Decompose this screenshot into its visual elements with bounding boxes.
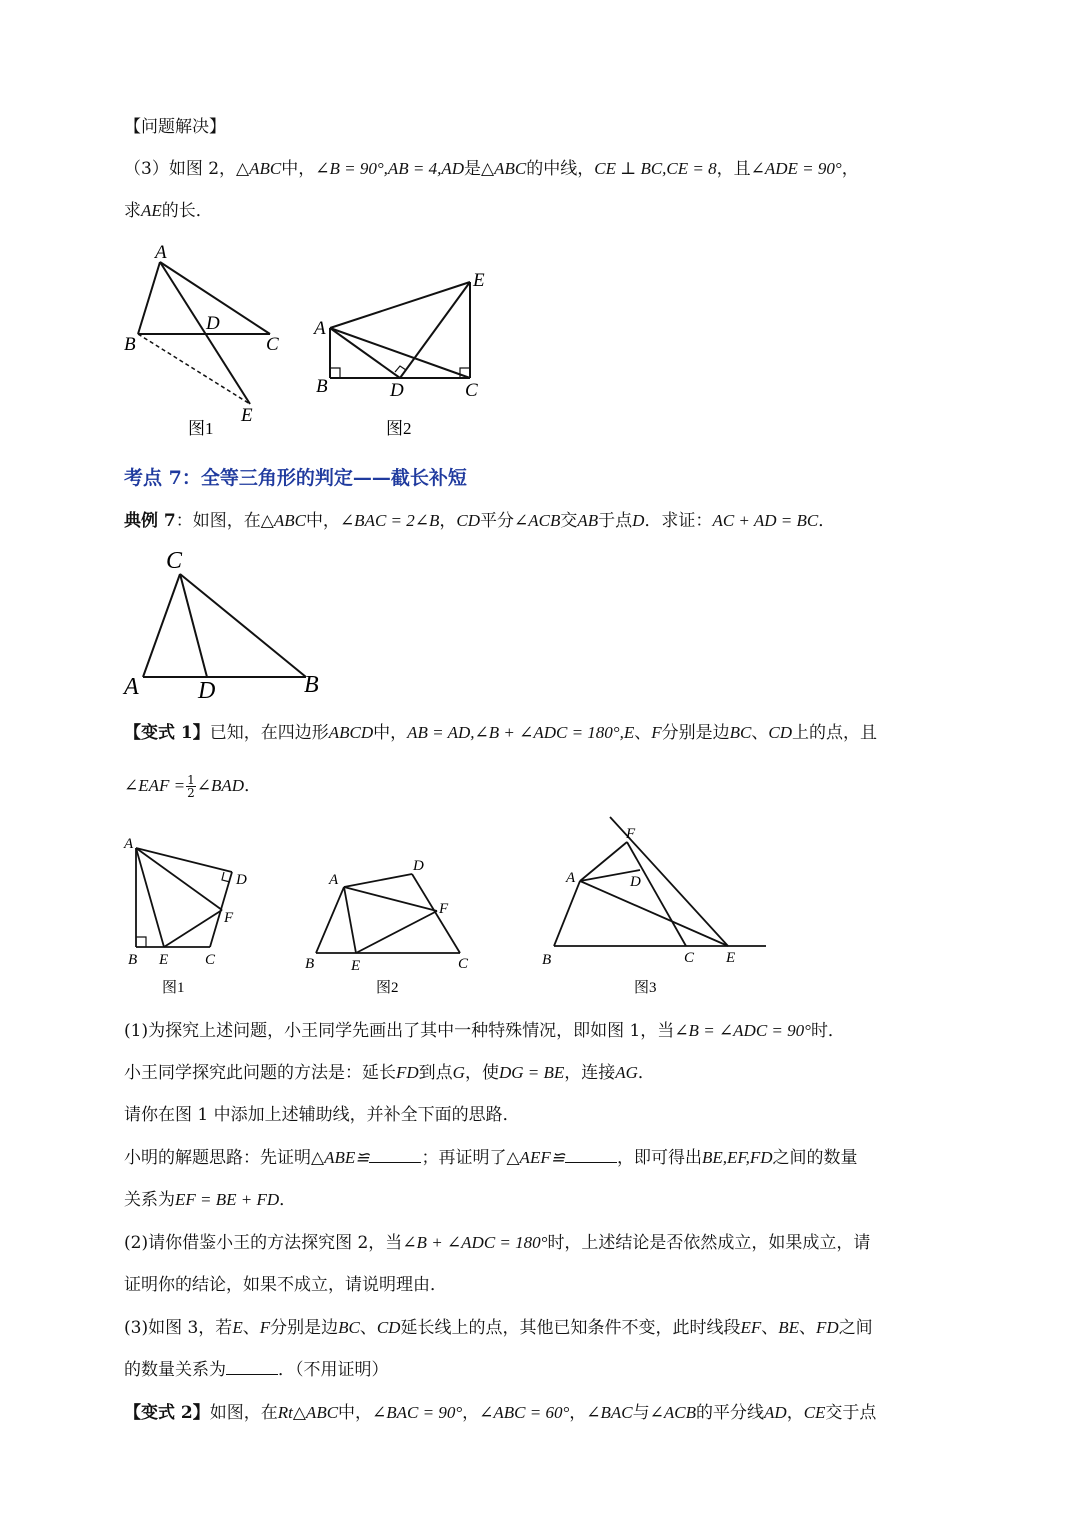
fig1-label-A: A <box>155 242 167 263</box>
fraction-numerator: 1 <box>187 773 195 787</box>
text: ， <box>569 1403 587 1423</box>
math: DG = BE <box>498 1063 565 1082</box>
v1-fig1-caption: 图1 <box>162 980 185 996</box>
text: 延长线上的点，其他已知条件不变，此时线段 <box>400 1318 741 1338</box>
text: 、 <box>242 1318 260 1338</box>
question-1-line-4 <box>124 1147 857 1169</box>
v1f2-label-E: E <box>351 958 361 974</box>
math: E <box>232 1318 243 1337</box>
fig1-label-C: C <box>266 334 279 355</box>
question-1-line-1 <box>124 1020 845 1042</box>
math: BC <box>729 723 752 742</box>
math: FD <box>816 1318 839 1337</box>
fig1-label-B: B <box>124 334 136 355</box>
text: 时，上述结论是否依然成立，如果成立，请 <box>547 1233 871 1253</box>
v1f2-label-C: C <box>458 956 469 972</box>
text: ， <box>841 159 859 179</box>
text: 如图，在 <box>209 1403 278 1423</box>
text: ， <box>439 511 457 531</box>
text: ． <box>818 511 836 531</box>
math: Rt△ABC <box>277 1403 339 1422</box>
text: 关系为 <box>124 1190 175 1210</box>
text: 的数量关系为 <box>124 1360 226 1380</box>
text: 中， <box>338 1403 373 1423</box>
math: F <box>651 723 662 742</box>
answer-blank-3[interactable] <box>226 1360 278 1375</box>
math: FD <box>396 1063 419 1082</box>
question-1-line-3: 请你在图 1 中添加上述辅助线，并补全下面的思路． <box>124 1105 520 1125</box>
math: ∠EAF = <box>124 776 186 795</box>
math: △ABC <box>260 511 306 530</box>
math: EF <box>740 1318 762 1337</box>
text: 之间 <box>838 1318 873 1338</box>
text: 于点 <box>598 511 633 531</box>
text: 上的点，且 <box>791 723 877 743</box>
text: ． <box>279 1190 297 1210</box>
fraction-denominator: 2 <box>187 786 195 800</box>
text: 之间的数量 <box>772 1148 858 1168</box>
v1f3-label-A: A <box>566 870 576 886</box>
v1-fig2-caption: 图2 <box>376 980 399 996</box>
math: ABCD <box>328 723 374 742</box>
math: F <box>259 1318 271 1337</box>
math: △ABC <box>236 159 282 178</box>
fig1-label-E: E <box>241 405 253 426</box>
math: CE <box>803 1403 826 1422</box>
math: ∠B = 90°,AB = 4,AD <box>315 159 465 178</box>
text: (2)请你借鉴小王的方法探究图 2，当 <box>124 1233 403 1253</box>
math: ∠ADE = 90° <box>750 159 842 178</box>
text: 的长． <box>161 201 213 221</box>
answer-blank-2[interactable] <box>565 1148 617 1163</box>
question-2-line-1 <box>124 1232 870 1254</box>
ex7-label-B: B <box>304 672 319 698</box>
fig2-label-A: A <box>314 318 326 339</box>
text: ， <box>786 1403 804 1423</box>
text: 、 <box>761 1318 779 1338</box>
math: ∠BAC = 2∠B <box>339 511 440 530</box>
text: 中， <box>281 159 316 179</box>
question-2-line-2: 证明你的结论，如果不成立，请说明理由． <box>124 1275 447 1295</box>
v1f3-label-D: D <box>630 874 641 890</box>
variant-label: 【变式 2】 <box>124 1403 210 1423</box>
text: (3)如图 3，若 <box>124 1318 233 1338</box>
text: 小明的解题思路：先证明 <box>124 1148 311 1168</box>
text: 交于点 <box>825 1403 877 1423</box>
math: G <box>452 1063 465 1082</box>
text: 是 <box>464 159 482 179</box>
v1f1-label-D: D <box>236 872 247 888</box>
ex7-label-D: D <box>198 678 216 704</box>
text: ． <box>244 776 262 796</box>
text: ，即可得出 <box>616 1148 702 1168</box>
text: （3）如图 2， <box>124 159 237 179</box>
question-1-line-2 <box>124 1062 655 1084</box>
text: 分别是边 <box>661 723 730 743</box>
text: ：如图，在 <box>175 511 261 531</box>
math: AE <box>141 201 162 220</box>
math: AB <box>577 511 599 530</box>
fig2-caption: 图2 <box>386 419 412 438</box>
text: 、 <box>799 1318 817 1338</box>
v1-fig3-caption: 图3 <box>634 980 657 996</box>
v1f2-label-F: F <box>439 901 449 917</box>
text: 时． <box>810 1021 845 1041</box>
text: 的平分线 <box>696 1403 765 1423</box>
v1-figure-3 <box>554 817 766 946</box>
fig1-caption: 图1 <box>188 419 214 438</box>
math: AG <box>615 1063 638 1082</box>
math: EF = BE + FD <box>175 1190 280 1209</box>
text: ；再证明了 <box>421 1148 507 1168</box>
answer-blank-1[interactable] <box>369 1148 421 1163</box>
text: 小王同学探究此问题的方法是：延长 <box>124 1063 396 1083</box>
math: ∠B + ∠ADC = 180° <box>402 1233 548 1252</box>
text: ，使 <box>464 1063 499 1083</box>
math: ∠ACB <box>514 511 561 530</box>
v1f1-label-F: F <box>224 910 234 926</box>
variant-2-line-1 <box>124 1402 876 1424</box>
math: ∠BAC = 90° <box>372 1403 463 1422</box>
text: 、 <box>359 1318 377 1338</box>
text: ，且 <box>716 159 751 179</box>
section-title-problem-solving: 【问题解决】 <box>124 117 226 137</box>
v1f1-label-B: B <box>128 952 138 968</box>
v1f3-label-B: B <box>542 952 552 968</box>
math: AD <box>764 1403 787 1422</box>
text: ，连接 <box>564 1063 616 1083</box>
math: ∠ACB <box>649 1403 697 1422</box>
math: BE <box>778 1318 800 1337</box>
text: 中， <box>373 723 408 743</box>
math: CD <box>376 1318 401 1337</box>
fig2-label-B: B <box>316 376 328 397</box>
math: AC + AD = BC <box>712 511 819 530</box>
question-3-line-2 <box>124 1359 389 1381</box>
math: ∠BAD <box>196 776 245 795</box>
text: ， <box>462 1403 480 1423</box>
text: 、 <box>634 723 652 743</box>
math: ∠BAC <box>586 1403 633 1422</box>
text: 交 <box>560 511 578 531</box>
math: △ABE≌ <box>311 1148 370 1167</box>
text: 与 <box>632 1403 650 1423</box>
fig2-label-D: D <box>390 380 404 401</box>
v1f3-label-F: F <box>626 826 636 842</box>
ex7-label-A: A <box>124 674 139 700</box>
ex7-label-C: C <box>166 548 183 574</box>
text: 已知，在四边形 <box>209 723 329 743</box>
text: ．（不用证明） <box>278 1360 389 1380</box>
text: 分别是边 <box>270 1318 339 1338</box>
math: D <box>632 511 645 530</box>
fig2-label-E: E <box>473 270 485 291</box>
math: CD <box>768 723 792 742</box>
question-3-line-1 <box>124 1317 873 1339</box>
text: 平分 <box>480 511 515 531</box>
v1f2-label-A: A <box>329 872 339 888</box>
text: ． <box>637 1063 655 1083</box>
fig2-label-C: C <box>465 380 478 401</box>
math: CD <box>456 511 481 530</box>
text: ．求证： <box>644 511 713 531</box>
math: BC <box>338 1318 360 1337</box>
math: △AEF≌ <box>506 1148 565 1167</box>
text: 、 <box>751 723 769 743</box>
fig1-label-D: D <box>206 313 220 334</box>
math: ∠ABC = 60° <box>479 1403 570 1422</box>
math: ∠B = ∠ADC = 90° <box>674 1021 811 1040</box>
text: (1)为探究上述问题，小王同学先画出了其中一种特殊情况，即如图 1，当 <box>124 1021 675 1041</box>
v1f2-label-D: D <box>413 858 424 874</box>
math: CE ⊥ BC,CE = 8 <box>594 159 717 178</box>
v1-figure-1 <box>136 848 232 947</box>
v1f3-label-C: C <box>684 950 695 966</box>
question-1-line-5 <box>124 1189 296 1211</box>
example-label: 典例 7 <box>124 511 176 531</box>
v1f1-label-E: E <box>159 952 169 968</box>
math: AB = AD,∠B + ∠ADC = 180°,E <box>407 723 635 742</box>
math: BE,EF,FD <box>701 1148 773 1167</box>
v1f1-label-A: A <box>124 836 134 852</box>
math: △ABC <box>481 159 527 178</box>
v1f1-label-C: C <box>205 952 216 968</box>
text: 的中线， <box>526 159 595 179</box>
v1f3-label-E: E <box>726 950 736 966</box>
v1f2-label-B: B <box>305 956 315 972</box>
variant-label: 【变式 1】 <box>124 723 210 743</box>
text: 到点 <box>418 1063 453 1083</box>
heading-key-point-7: 考点 7：全等三角形的判定——截长补短 <box>124 467 467 489</box>
text: 求 <box>124 201 141 221</box>
text: 中， <box>305 511 340 531</box>
